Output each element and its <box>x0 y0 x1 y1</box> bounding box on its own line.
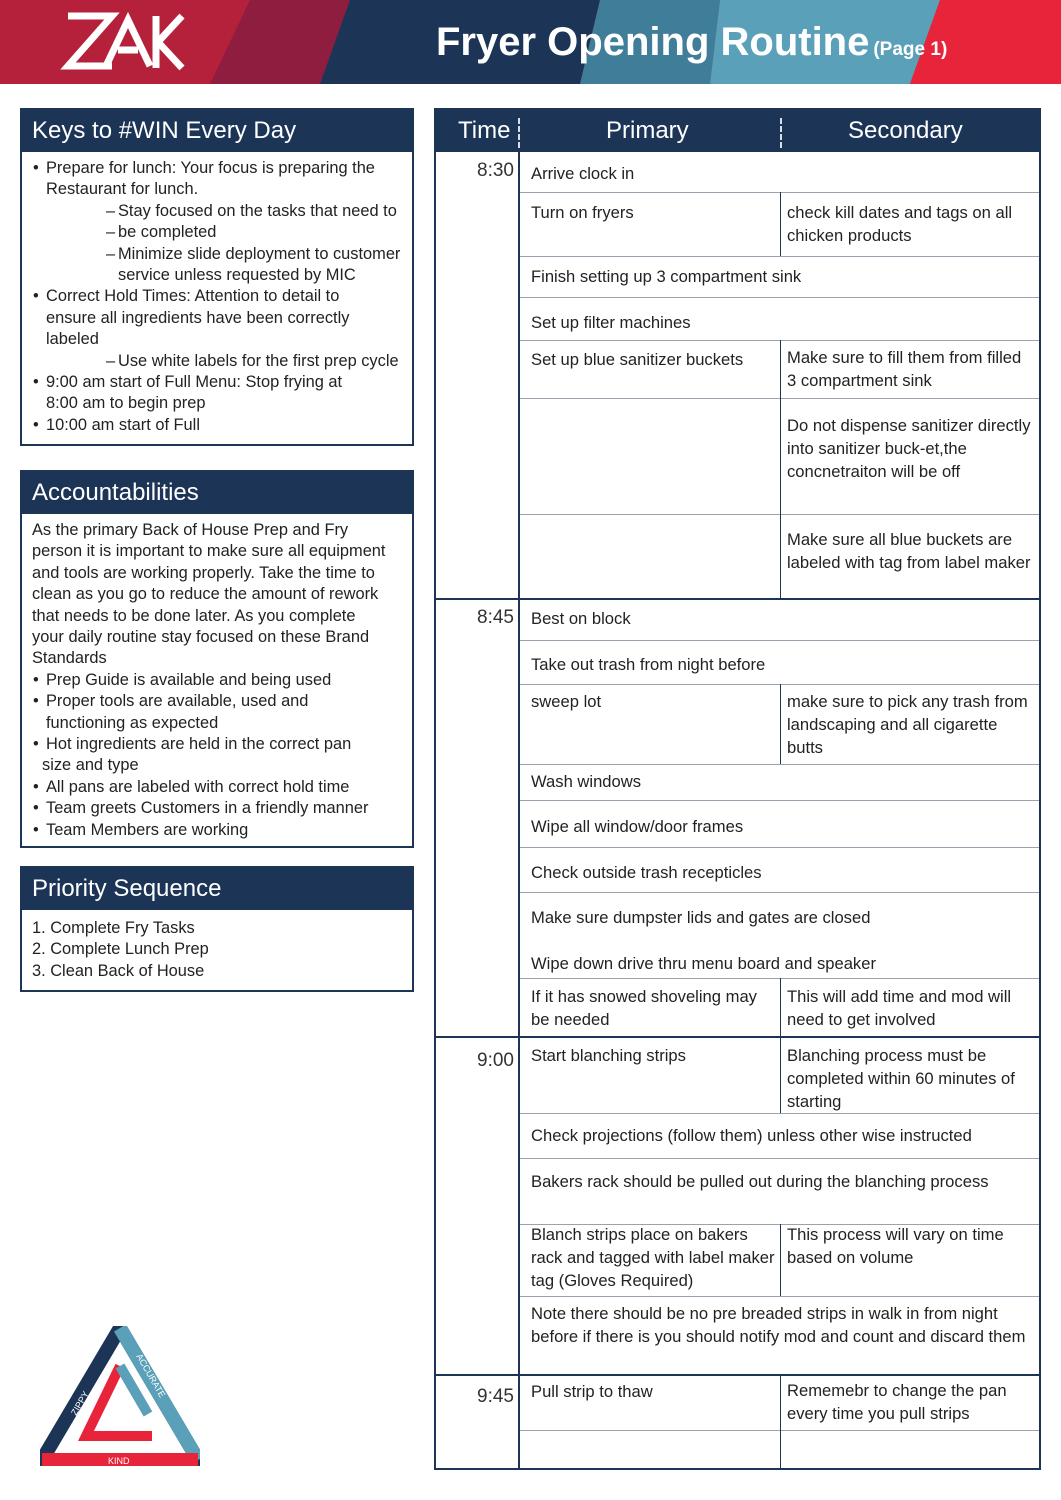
time-block-divider <box>436 1036 1039 1038</box>
secondary-task: This process will vary on time based on volume <box>787 1225 1004 1267</box>
secondary-task: make sure to pick any trash from landscaping and all cigarette butts <box>787 692 1028 757</box>
keys-panel <box>20 108 414 446</box>
secondary-task: This will add time and mod will need to get involved <box>787 987 1012 1029</box>
row-divider <box>520 1158 1039 1159</box>
time-block-divider <box>436 1374 1039 1376</box>
row-divider <box>520 1296 1039 1297</box>
time-label: 8:30 <box>477 160 514 181</box>
column-divider <box>780 684 781 764</box>
list-item-continued: size and type <box>42 756 139 775</box>
time-column-divider <box>518 152 520 1468</box>
zak-values-badge <box>40 1326 200 1471</box>
column-divider <box>780 1224 781 1296</box>
secondary-task: Rememebr to change the pan every time you pull strips <box>787 1381 1007 1423</box>
row-divider <box>520 847 1039 848</box>
secondary-task: Do not dispense sanitizer directly into sanitizer buck-et,the concnetraiton will be off <box>787 416 1031 481</box>
keys-title: Keys to #WIN Every Day <box>22 110 412 152</box>
accountabilities-panel <box>20 470 414 848</box>
sub-item: – Minimize slide deployment to customer <box>32 244 402 265</box>
column-divider <box>780 1038 781 1113</box>
row-divider <box>520 764 1039 765</box>
list-item: • Prep Guide is available and being used <box>32 670 402 691</box>
intro-line: that needs to be done later. As you complete <box>32 606 356 625</box>
primary-task: Note there should be no pre breaded strips in walk in from night before if there is you should notify mod and count and discard them <box>531 1304 1026 1346</box>
list-item: • 9:00 am start of Full Menu: Stop frying at <box>32 372 402 393</box>
badge-word: ZIPPY <box>69 1389 91 1417</box>
time-label: 8:45 <box>477 607 514 628</box>
list-item-continued: ensure all ingredients have been correctly <box>46 308 350 327</box>
row-divider <box>520 297 1039 298</box>
intro-line: Standards <box>32 649 107 668</box>
intro-line: and tools are working properly. Take the time to <box>32 563 375 582</box>
list-item-continued: Restaurant for lunch. <box>46 180 199 199</box>
list-item: • Proper tools are available, used and <box>32 691 402 712</box>
page-title: Fryer Opening Routine (Page 1) <box>436 20 948 64</box>
badge-word: ACCURATE <box>134 1352 168 1400</box>
secondary-task: Blanching process must be completed within 60 minutes of starting <box>787 1046 1015 1111</box>
priority-body <box>22 910 412 986</box>
list-item: • Team Members are working <box>32 820 402 841</box>
priority-title: Priority Sequence <box>22 868 412 910</box>
primary-task: Make sure dumpster lids and gates are closed <box>531 908 871 927</box>
accountabilities-title: Accountabilities <box>22 472 412 514</box>
primary-task: Start blanching strips <box>531 1046 686 1065</box>
intro-line: your daily routine stay focused on these Brand <box>32 628 370 647</box>
sub-item: – Use white labels for the first prep cycle <box>32 351 402 372</box>
sub-item-continued: – be completed <box>32 222 402 243</box>
list-item: • Prepare for lunch: Your focus is preparing the <box>32 158 402 179</box>
primary-task: Check projections (follow them) unless other wise instructed <box>531 1126 972 1145</box>
schedule-header <box>436 110 1039 152</box>
badge-word: KIND <box>108 1456 130 1466</box>
intro-line: As the primary Back of House Prep and Fry <box>32 521 349 539</box>
priority-panel <box>20 866 414 992</box>
column-divider <box>780 978 781 1036</box>
row-divider <box>520 1113 1039 1114</box>
list-item-continued: labeled <box>46 330 99 349</box>
intro-line: clean as you go to reduce the amount of rework <box>32 585 379 604</box>
primary-task: Wash windows <box>531 772 642 791</box>
list-item: 1. Complete Fry Tasks <box>32 919 195 937</box>
time-block-divider <box>436 598 1039 600</box>
schedule-table <box>434 108 1041 1470</box>
list-item: • Correct Hold Times: Attention to detail to <box>32 286 402 307</box>
primary-task: Set up filter machines <box>531 313 691 332</box>
page-header <box>0 0 1061 84</box>
list-item: • 10:00 am start of Full <box>32 415 402 436</box>
header-divider <box>518 118 520 148</box>
secondary-task: Make sure to fill them from filled 3 compartment sink <box>787 348 1022 390</box>
primary-task: If it has snowed shoveling may be needed <box>531 987 757 1029</box>
row-divider <box>520 256 1039 257</box>
column-divider <box>780 192 781 256</box>
primary-task: Blanch strips place on bakers rack and tagged with label maker tag (Gloves Required) <box>531 1225 775 1290</box>
column-divider <box>780 1376 781 1468</box>
time-label: 9:00 <box>477 1050 514 1071</box>
primary-task: Turn on fryers <box>531 203 634 222</box>
column-divider <box>780 340 781 598</box>
row-divider <box>520 892 1039 893</box>
time-header: Time <box>458 117 511 144</box>
time-label: 9:45 <box>477 1386 514 1407</box>
sub-item: – Stay focused on the tasks that need to <box>32 201 402 222</box>
intro-line: person it is important to make sure all equipment <box>32 542 386 561</box>
primary-task: Check outside trash recepticles <box>531 863 762 882</box>
primary-task: Bakers rack should be pulled out during the blanching process <box>531 1172 989 1191</box>
primary-task: Wipe down drive thru menu board and speaker <box>531 954 876 973</box>
list-item: 3. Clean Back of House <box>32 961 205 980</box>
primary-task: Set up blue sanitizer buckets <box>531 350 744 369</box>
list-item: 2. Complete Lunch Prep <box>32 940 209 959</box>
primary-task: Best on block <box>531 609 631 628</box>
sub-item-continued: service unless requested by MIC <box>118 266 356 285</box>
primary-header: Primary <box>606 117 689 144</box>
row-divider <box>520 800 1039 801</box>
accountabilities-body <box>22 514 412 845</box>
triangle-logo-icon <box>40 1326 200 1466</box>
primary-task: Take out trash from night before <box>531 655 766 674</box>
list-item: • All pans are labeled with correct hold time <box>32 777 402 798</box>
secondary-task: check kill dates and tags on all chicken products <box>787 203 1013 245</box>
page-number-note: (Page 1) <box>873 39 948 60</box>
secondary-task: Make sure all blue buckets are labeled with tag from label maker <box>787 530 1031 572</box>
primary-task: Pull strip to thaw <box>531 1382 653 1401</box>
primary-task: sweep lot <box>531 692 602 711</box>
list-item-continued: 8:00 am to begin prep <box>46 394 206 413</box>
list-item: • Team greets Customers in a friendly manner <box>32 798 402 819</box>
list-item-continued: functioning as expected <box>46 713 219 732</box>
primary-task: Wipe all window/door frames <box>531 817 744 836</box>
header-divider <box>780 118 782 148</box>
primary-task: Finish setting up 3 compartment sink <box>531 267 802 286</box>
primary-task: Arrive clock in <box>531 164 635 183</box>
list-item: • Hot ingredients are held in the correct pan <box>32 734 402 755</box>
keys-body <box>22 152 412 440</box>
row-divider <box>520 640 1039 641</box>
secondary-header: Secondary <box>848 117 963 144</box>
